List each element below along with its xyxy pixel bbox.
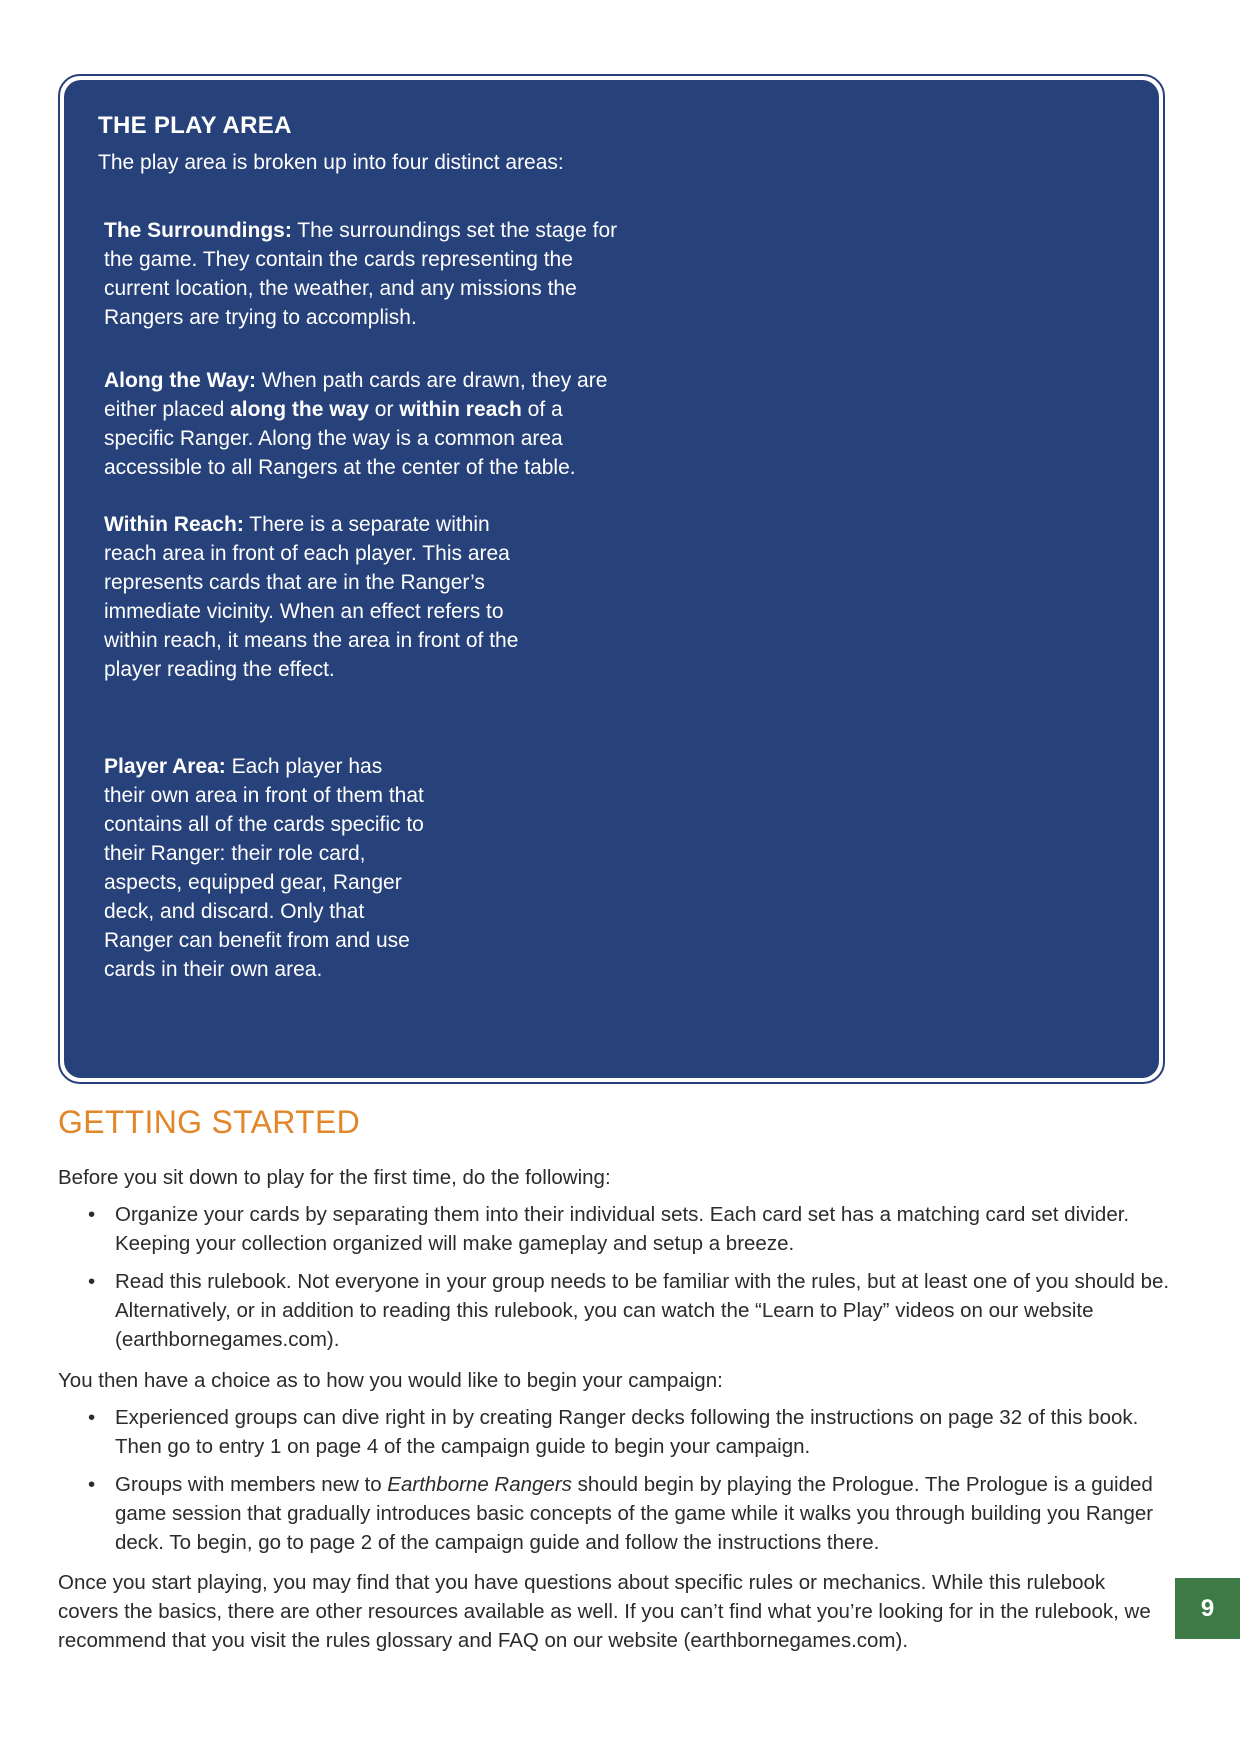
player-area-heading: Player Area:	[104, 755, 226, 778]
along-the-way-paragraph	[104, 366, 634, 482]
list-item	[88, 1267, 1170, 1354]
list-item	[88, 1470, 1170, 1557]
list-item-text: Read this rulebook. Not everyone in your group needs to be familiar with the rules, but at least one of you should be. Alternatively, or in addition to reading this rulebook, you can watch the “Learn to Play” videos on our website (earthbornegames.com).	[115, 1270, 1170, 1351]
bullet-icon: •	[88, 1270, 96, 1293]
list-item-text: Experienced groups can dive right in by creating Ranger decks following the instructions on page 32 of this book. Then go to entry 1 on page 4 of the campaign guide to begin your campaign.	[115, 1406, 1139, 1458]
play-area-panel	[64, 80, 1159, 1078]
surroundings-text: The surroundings set the stage for the game. They contain the cards representing the current location, the weather, and any missions the Rangers are trying to accomplish.	[104, 219, 618, 329]
along-the-way-bold-1: along the way	[230, 398, 369, 421]
campaign-options-list	[88, 1403, 1170, 1566]
resources-paragraph: Once you start playing, you may find that you have questions about specific rules or mechanics. While this rulebook covers the basics, there are other resources available as well. If you can’t find what you’re looking for in the rulebook, we recommend that you visit the rules glossary and FAQ on our website (earthbornegames.com).	[58, 1571, 1151, 1652]
player-area-paragraph	[104, 752, 424, 984]
play-area-intro: The play area is broken up into four distinct areas:	[98, 151, 564, 174]
bullet-icon: •	[88, 1406, 96, 1429]
within-reach-heading: Within Reach:	[104, 513, 244, 536]
play-area-title: THE PLAY AREA	[98, 112, 292, 139]
game-title-italic: Earthborne Rangers	[387, 1473, 572, 1496]
list-item-text-after: should begin by playing the Prologue. The Prologue is a guided game session that gradually introduces basic concepts of the game while it walks you through building you Ranger deck. To begin, go to page 2 of the campaign guide and follow the instructions there.	[115, 1473, 1154, 1554]
surroundings-paragraph	[104, 216, 634, 332]
list-item	[88, 1403, 1170, 1461]
bullet-icon: •	[88, 1203, 96, 1226]
preparation-list	[88, 1200, 1170, 1363]
bullet-icon: •	[88, 1473, 96, 1496]
along-the-way-text-1: When path cards are drawn, they are either placed	[104, 369, 608, 421]
play-area-box	[58, 74, 1165, 1084]
getting-started-title: GETTING STARTED	[58, 1104, 360, 1140]
along-the-way-heading: Along the Way:	[104, 369, 257, 392]
surroundings-heading: The Surroundings:	[104, 219, 292, 242]
along-the-way-text-3: of a specific Ranger. Along the way is a common area accessible to all Rangers at the center of the table.	[104, 398, 576, 479]
within-reach-text: There is a separate within reach area in front of each player. This area represents cards that are in the Ranger’s immediate vicinity. When an effect refers to within reach, it means the area in front of the player reading the effect.	[104, 513, 519, 681]
campaign-choice-intro: You then have a choice as to how you would like to begin your campaign:	[58, 1369, 723, 1392]
player-area-text: Each player has their own area in front of them that contains all of the cards specific to their Ranger: their role card, aspects, equipped gear, Ranger deck, and discard. Only that Ranger can benefit from and use cards in their own area.	[104, 755, 424, 981]
page-number-badge: 9	[1175, 1578, 1240, 1639]
within-reach-paragraph	[104, 510, 524, 684]
getting-started-intro: Before you sit down to play for the first time, do the following:	[58, 1166, 611, 1189]
list-item-text-before: Groups with members new to	[115, 1473, 388, 1496]
along-the-way-bold-2: within reach	[399, 398, 522, 421]
along-the-way-text-2: or	[368, 398, 400, 421]
list-item-text: Organize your cards by separating them into their individual sets. Each card set has a matching card set divider. Keeping your collection organized will make gameplay and setup a breeze.	[115, 1203, 1130, 1255]
list-item	[88, 1200, 1170, 1258]
